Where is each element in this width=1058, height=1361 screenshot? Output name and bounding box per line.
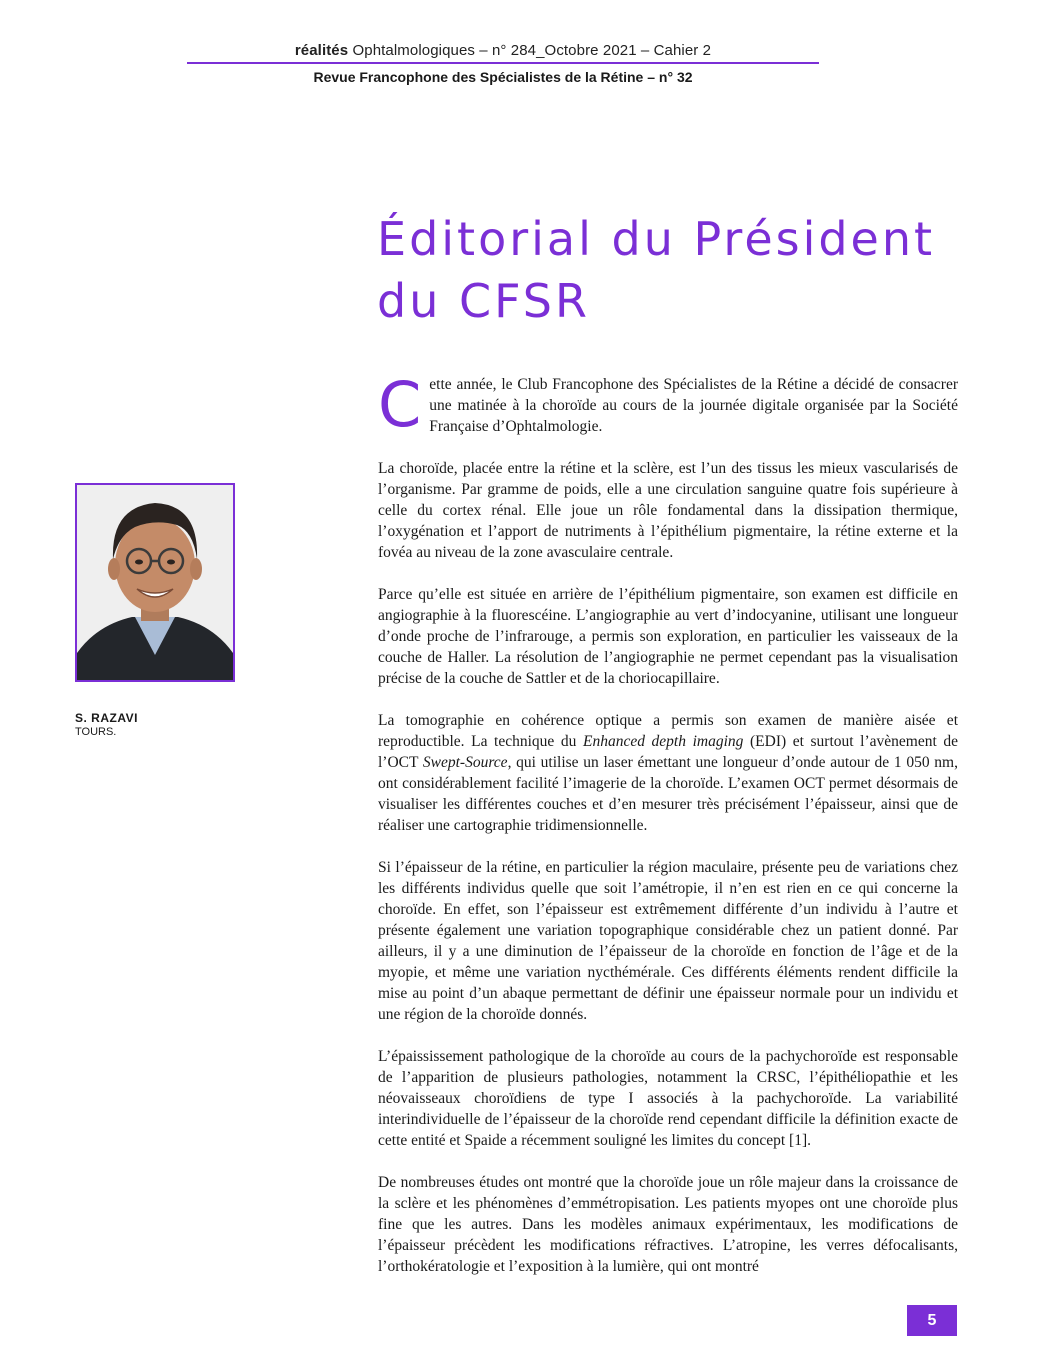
author-city: TOURS. xyxy=(75,726,117,738)
paragraph-6: L’épaississement pathologique de la choroïde au cours de la pachychoroïde est responsable de l’apparition de plusieurs pathologies, notamment la CRSC, l’épithéliopathie et les néovaisseaux choroïdiens de type I associés à la pachychoroïde. La variabilité interindividuelle de l’épaisseur de la choroïde rend cependant difficile la définition exacte de cette entité et Spaide a récemment souligné les limites du concept [1]. xyxy=(378,1048,958,1149)
paragraph-4-part-a: La tomographie en cohérence optique a permis son examen de manière aisée et reproductible. La technique du xyxy=(378,712,958,750)
journal-issue: Ophtalmologiques – n° 284_Octobre 2021 – Cahier 2 xyxy=(352,42,712,59)
term-swept-source: Swept-Source xyxy=(422,754,508,771)
journal-subtitle: Revue Francophone des Spécialistes de la Rétine – n° 32 xyxy=(313,69,693,85)
paragraph-5: Si l’épaisseur de la rétine, en particulier la région maculaire, présente peu de variations chez les différents individus quelle que soit l’amétropie, il n’en est rien en ce qui concerne la choroïde. En effet, son l’épaisseur est extrêmement différente d’un individu à l’autre et présente également une variation topographique considérable chez un patient donné. Par ailleurs, il y a une diminution de l’épaisseur de la choroïde en fonction de l’âge et de la myopie, et même une variation nycthémérale. Ces différents éléments rendent difficile la mise au point d’un abaque permettant de définir une épaisseur normale pour un individu et une région de la choroïde donnés. xyxy=(378,859,958,1023)
page-title xyxy=(377,208,977,332)
journal-header xyxy=(187,42,819,59)
author-photo xyxy=(75,483,235,682)
author-name: S. RAZAVI xyxy=(75,711,138,725)
header-divider xyxy=(187,62,819,64)
paragraph-3: Parce qu’elle est située en arrière de l’épithélium pigmentaire, son examen est difficile en angiographie à la fluorescéine. L’angiographie au vert d’indocyanine, utilisant une longueur d’onde proche de l’infrarouge, a permis son exploration, en particulier les vaisseaux de la couche de Haller. La résolution de l’angiographie ne permet cependant pas la visualisation précise de la couche de Sattler et de la choriocapillaire. xyxy=(378,586,958,687)
drop-cap: C xyxy=(378,368,422,441)
paragraph-intro xyxy=(378,368,958,441)
article-body xyxy=(378,368,958,1298)
paragraph-intro-text: ette année, le Club Francophone des Spécialistes de la Rétine a décidé de consacrer une matinée à la choroïde au cours de la journée digitale organisée par la Société Française d’Ophtalmologie. xyxy=(429,376,958,435)
paragraph-4-part-b: (EDI) et surtout l’avènement de l’OCT xyxy=(378,733,958,771)
paragraph-4-part-c: , qui utilise un laser émettant une longueur d’onde autour de 1 050 nm, ont considérablement facilité l’imagerie de la choroïde. L’examen OCT permet désormais de visualiser les différentes couches et d’en mesurer très précisément l’épaisseur, ainsi que de réaliser une cartographie tridimensionnelle. xyxy=(378,754,958,834)
paragraph-2: La choroïde, placée entre la rétine et la sclère, est l’un des tissus les mieux vascularisés de l’organisme. Par gramme de poids, elle a une circulation sanguine quatre fois supérieure à celle du cortex rénal. Elle joue un rôle fondamental dans la dissipation thermique, l’oxygénation et l’apport de nutriments à l’épithélium pigmentaire, la rétine externe et la fovéa au niveau de la zone avasculaire centrale. xyxy=(378,460,958,561)
term-edi: Enhanced depth imaging xyxy=(582,733,744,750)
page-number: 5 xyxy=(907,1305,957,1336)
author-portrait-illustration xyxy=(77,485,233,680)
paragraph-4 xyxy=(378,710,958,836)
title-line-1: Éditorial du Président xyxy=(377,212,936,266)
title-line-2: du CFSR xyxy=(377,274,590,328)
paragraph-7: De nombreuses études ont montré que la choroïde joue un rôle majeur dans la croissance de la sclère et les phénomènes d’emmétropisation. Les patients myopes ont une choroïde plus fine que les autres. Dans les modèles animaux expérimentaux, les modifications de l’épaisseur précèdent les modifications réfractives. L’atropine, les verres défocalisants, l’orthokératologie et l’exposition à la lumière, qui ont montré xyxy=(378,1174,958,1275)
journal-brand: réalités xyxy=(294,42,349,59)
